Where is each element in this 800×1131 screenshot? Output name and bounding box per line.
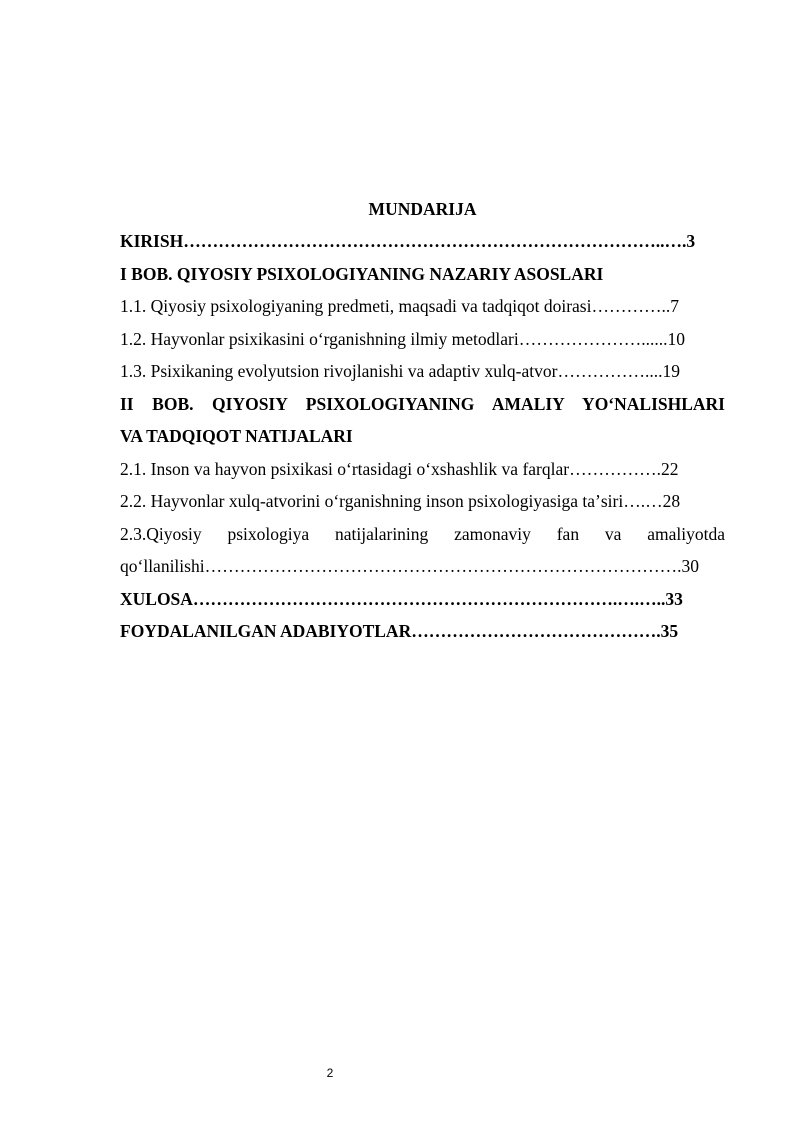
toc-chapter-2-heading: II BOB. QIYOSIY PSIXOLOGIYANING AMALIY YOʻNALISHLARI [120, 393, 725, 414]
toc-heading: MUNDARIJA [368, 199, 477, 219]
toc-entry-2-3: 2.3.Qiyosiy psixologiya natijalarining zamonaviy fan va amaliyotda [120, 523, 725, 544]
toc-entry-1-1: 1.1. Qiyosiy psixologiyaning predmeti, maqsadi va tadqiqot doirasi…………..7 [120, 296, 679, 316]
toc-chapter-1-heading: I BOB. QIYOSIY PSIXOLOGIYANING NAZARIY ASOSLARI [120, 263, 604, 284]
toc-entry-1-2: 1.2. Hayvonlar psixikasini oʻrganishning ilmiy metodlari…………………......10 [120, 328, 685, 349]
toc-entry-2-2: 2.2. Hayvonlar xulq-atvorini oʻrganishning inson psixologiyasiga taʼsiri….…28 [120, 491, 681, 511]
toc-entry-conclusion: XULOSA……………………………………………………………….….…..33 [120, 588, 683, 609]
toc-chapter-2-heading-cont: VA TADQIQOT NATIJALARI [120, 426, 353, 446]
toc-entry-2-1: 2.1. Inson va hayvon psixikasi oʻrtasidagi oʻxshashlik va farqlar…………….22 [120, 458, 679, 479]
table-of-contents [120, 193, 725, 648]
toc-entry-introduction: KIRISH………………………………………………………………………..….3 [120, 231, 696, 251]
toc-entry-1-3: 1.3. Psixikaning evolyutsion rivojlanishi va adaptiv xulq-atvor……………....19 [120, 361, 680, 381]
toc-entry-2-3-cont: qoʻllanilishi……………………………………………………………………….30 [120, 556, 699, 576]
toc-entry-references: FOYDALANILGAN ADABIYOTLAR…………………………………….35 [120, 621, 679, 641]
page-number: 2 [326, 1066, 334, 1080]
